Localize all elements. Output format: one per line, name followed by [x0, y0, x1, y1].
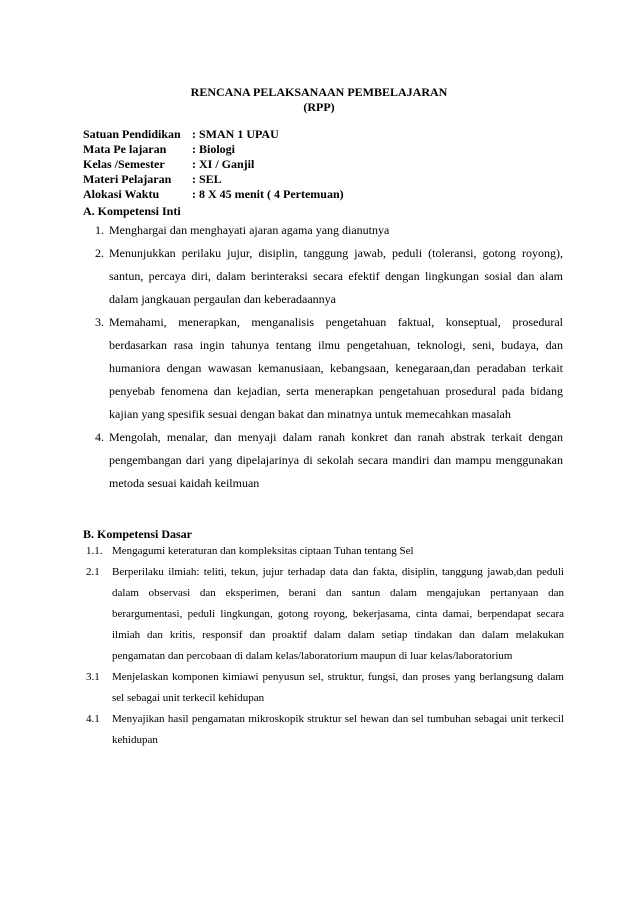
list-item — [95, 242, 563, 311]
list-item — [86, 667, 564, 709]
identity-value: : XI / Ganjil — [192, 157, 255, 171]
identity-value: : SEL — [192, 172, 222, 186]
identity-label: Alokasi Waktu — [83, 187, 160, 201]
identity-value: : 8 X 45 menit ( 4 Pertemuan) — [192, 187, 344, 201]
list-text: Menunjukkan perilaku jujur, disiplin, tanggung jawab, peduli (toleransi, gotong royong), santun, percaya diri, dalam berinteraksi secara efektif dengan lingkungan sosial dan alam dalam jangkauan pergaulan dan keberadaannya — [109, 246, 563, 306]
list-text: Menjelaskan komponen kimiawi penyusun sel, struktur, fungsi, dan proses yang berlangsung dalam sel sebagai unit terkecil kehidupan — [112, 671, 564, 704]
list-number: 1. — [95, 223, 104, 237]
list-item — [86, 562, 564, 667]
identity-label: Materi Pelajaran — [83, 172, 172, 186]
kompetensi-inti-list — [95, 219, 563, 495]
section-heading-kompetensi-dasar: B. Kompetensi Dasar — [83, 527, 192, 541]
identity-label: Satuan Pendidikan — [83, 127, 181, 141]
list-number: 2.1 — [86, 566, 100, 578]
kompetensi-dasar-list — [86, 541, 564, 751]
list-number: 1.1. — [86, 545, 103, 557]
list-item — [86, 541, 564, 562]
list-text: Menyajikan hasil pengamatan mikroskopik struktur sel hewan dan sel tumbuhan sebagai unit terkecil kehidupan — [112, 713, 564, 746]
identity-block — [83, 127, 543, 202]
list-item — [86, 709, 564, 751]
list-item — [95, 426, 563, 495]
identity-value: : Biologi — [192, 142, 236, 156]
section-heading-kompetensi-inti: A. Kompetensi Inti — [83, 204, 181, 218]
list-number: 3.1 — [86, 671, 100, 683]
list-number: 4. — [95, 430, 104, 444]
list-text: Menghargai dan menghayati ajaran agama yang dianutnya — [109, 223, 390, 237]
identity-row — [83, 142, 543, 157]
list-number: 4.1 — [86, 713, 100, 725]
identity-row — [83, 172, 543, 187]
identity-row — [83, 187, 543, 202]
identity-row — [83, 157, 543, 172]
identity-label: Mata Pe lajaran — [83, 142, 167, 156]
list-text: Mengolah, menalar, dan menyaji dalam ranah konkret dan ranah abstrak terkait dengan pengembangan dari yang dipelajarinya di sekolah secara mandiri dan mampu menggunakan metoda sesuai kaidah keilmuan — [109, 430, 563, 490]
list-item — [95, 311, 563, 426]
identity-row — [83, 127, 543, 142]
list-number: 2. — [95, 246, 104, 260]
identity-value: : SMAN 1 UPAU — [192, 127, 279, 141]
document-subtitle: (RPP) — [303, 100, 335, 114]
list-number: 3. — [95, 315, 104, 329]
list-text: Berperilaku ilmiah: teliti, tekun, jujur terhadap data dan fakta, disiplin, tanggung jawab,dan peduli dalam observasi dan eksperimen, berani dan santun dalam mengajukan pertanyaan dan berargumentasi, peduli lingkungan, gotong royong, bekerjasama, cinta damai, berpendapat secara ilmiah dan kritis, responsif dan proaktif dalam dalam setiap tindakan dan dalam melakukan pengamatan dan percobaan di dalam kelas/laboratorium maupun di luar kelas/laboratorium — [112, 566, 564, 662]
document-title: RENCANA PELAKSANAAN PEMBELAJARAN — [190, 85, 448, 99]
list-text: Memahami, menerapkan, menganalisis pengetahuan faktual, konseptual, prosedural berdasarkan rasa ingin tahunya tentang ilmu pengetahuan, teknologi, seni, budaya, dan humaniora dengan wawasan kemanusiaan, kebangsaan, kenegaraan,dan peradaban terkait penyebab fenomena dan kejadian, serta menerapkan pengetahuan prosedural pada bidang kajian yang spesifik sesuai dengan bakat dan minatnya untuk memecahkan masalah — [109, 315, 563, 421]
list-text: Mengagumi keteraturan dan kompleksitas ciptaan Tuhan tentang Sel — [112, 545, 414, 557]
list-item — [95, 219, 563, 242]
identity-label: Kelas /Semester — [83, 157, 165, 171]
